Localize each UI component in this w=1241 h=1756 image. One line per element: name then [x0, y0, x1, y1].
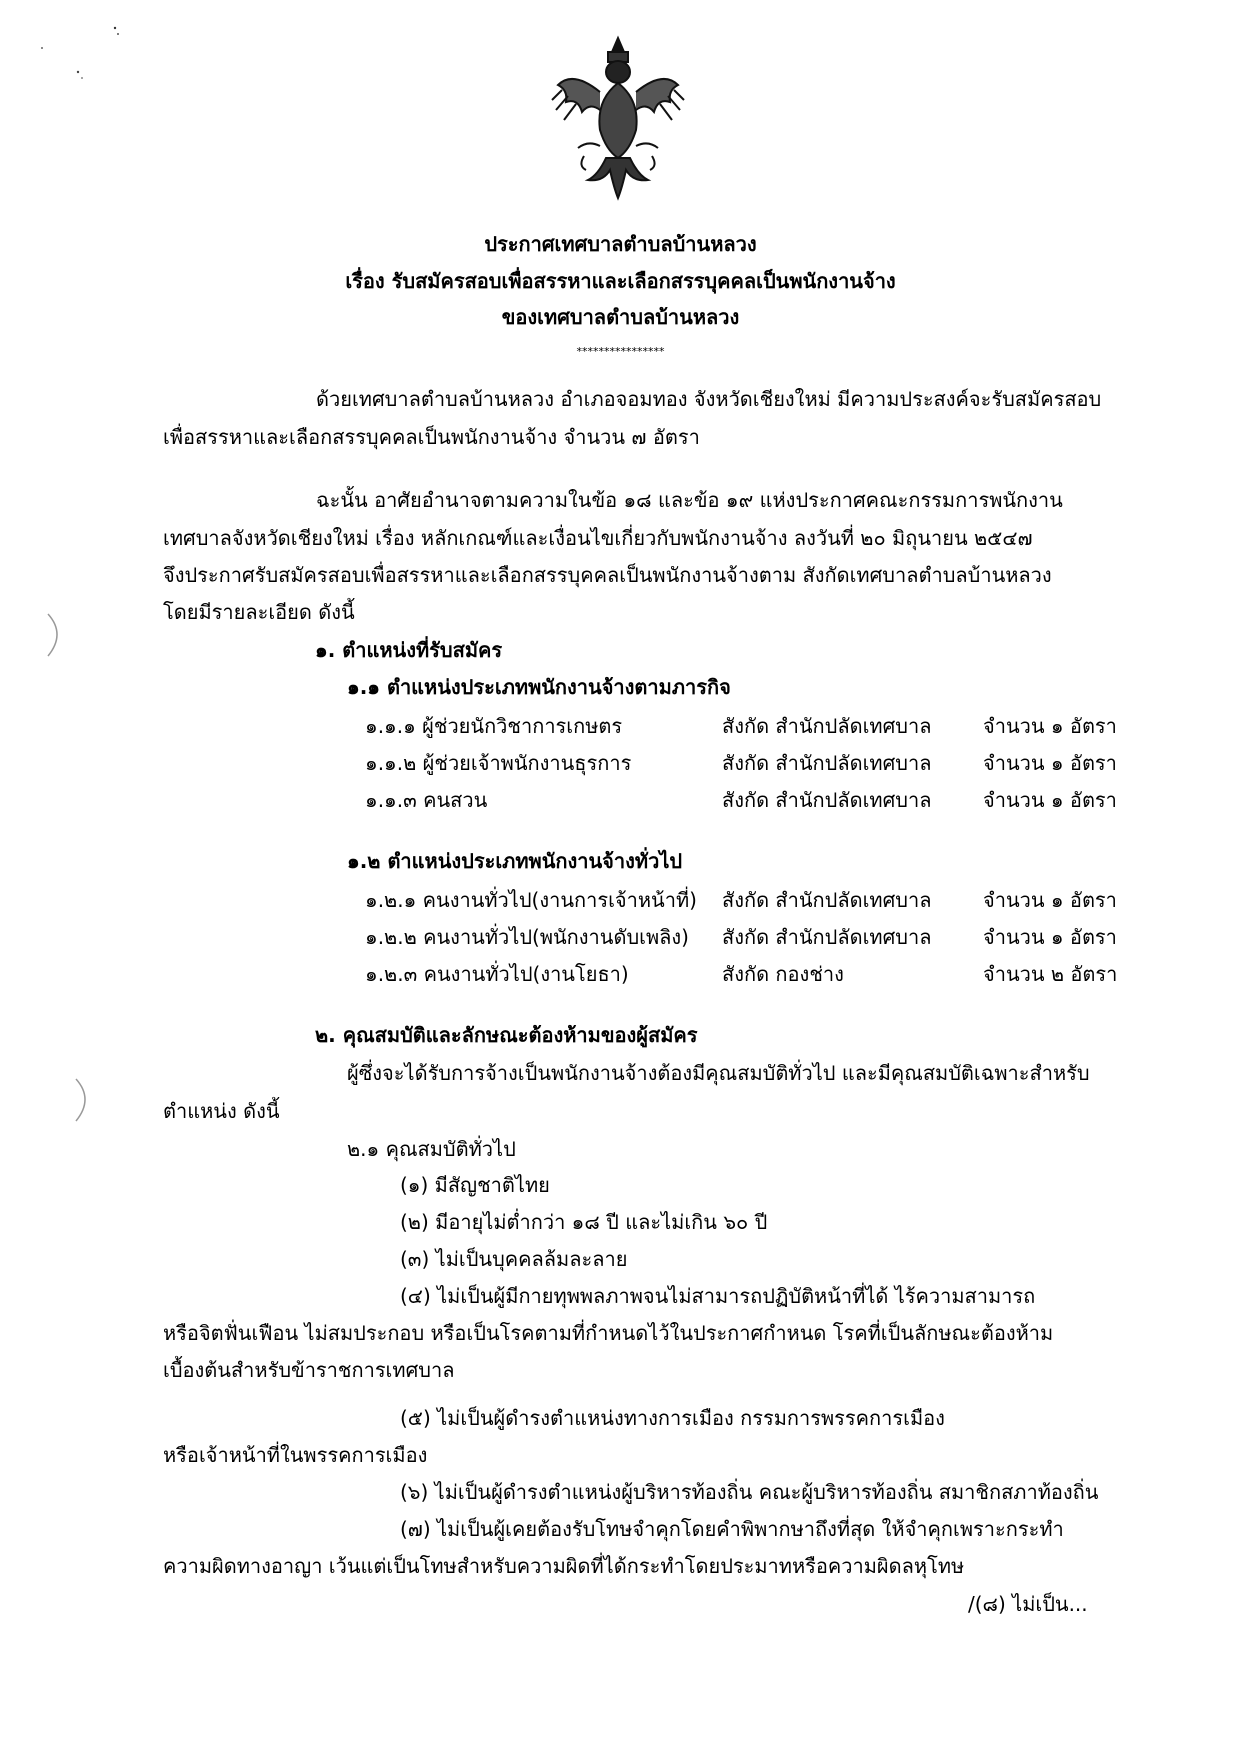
garuda-emblem-icon: [548, 30, 688, 205]
position-department: สังกัด สำนักปลัดเทศบาล: [722, 888, 932, 912]
position-department: สังกัด สำนักปลัดเทศบาล: [722, 925, 932, 949]
section-1-heading: ๑. ตำแหน่งที่รับสมัคร: [315, 638, 503, 662]
authority-line-4: โดยมีรายละเอียด ดังนี้: [163, 600, 355, 624]
qualification-item: (๕) ไม่เป็นผู้ดำรงตำแหน่งทางการเมือง กรรมการพรรคการเมือง: [400, 1406, 945, 1430]
header-divider-stars: ****************: [576, 345, 665, 358]
hole-punch-mark: [40, 610, 70, 660]
authority-line-2: เทศบาลจังหวัดเชียงใหม่ เรื่อง หลักเกณฑ์และเงื่อนไขเกี่ยวกับพนักงานจ้าง ลงวันที่ ๒๐ มิถุนายน ๒๕๔๗: [163, 526, 1033, 550]
position-count: จำนวน ๑ อัตรา: [983, 788, 1117, 812]
position-count: จำนวน ๑ อัตรา: [983, 925, 1117, 949]
position-count: จำนวน ๑ อัตรา: [983, 888, 1117, 912]
section-2-paragraph-cont: ตำแหน่ง ดังนี้: [163, 1099, 280, 1123]
position-department: สังกัด สำนักปลัดเทศบาล: [722, 788, 932, 812]
scan-specks: [30, 20, 120, 90]
section-1-2-heading: ๑.๒ ตำแหน่งประเภทพนักงานจ้างทั่วไป: [347, 849, 683, 873]
position-department: สังกัด สำนักปลัดเทศบาล: [722, 751, 932, 775]
position-count: จำนวน ๑ อัตรา: [983, 714, 1117, 738]
qualification-item: (๒) มีอายุไม่ต่ำกว่า ๑๘ ปี และไม่เกิน ๖๐ ปี: [400, 1210, 768, 1234]
position-name: ๑.๒.๑ คนงานทั่วไป(งานการเจ้าหน้าที่): [365, 888, 697, 912]
section-2-heading: ๒. คุณสมบัติและลักษณะต้องห้ามของผู้สมัคร: [315, 1023, 698, 1047]
qualification-item-cont: หรือจิตฟั่นเฟือน ไม่สมประกอบ หรือเป็นโรคตามที่กำหนดไว้ในประกาศกำหนด โรคที่เป็นลักษณะต้องห้าม: [163, 1321, 1054, 1345]
qualification-item-cont: เบื้องต้นสำหรับข้าราชการเทศบาล: [163, 1358, 455, 1382]
qualification-item-cont: หรือเจ้าหน้าที่ในพรรคการเมือง: [163, 1443, 428, 1467]
qualification-item: (๗) ไม่เป็นผู้เคยต้องรับโทษจำคุกโดยคำพิพากษาถึงที่สุด ให้จำคุกเพราะกระทำ: [400, 1517, 1064, 1541]
position-department: สังกัด สำนักปลัดเทศบาล: [722, 714, 932, 738]
authority-line-1: ฉะนั้น อาศัยอำนาจตามความในข้อ ๑๘ และข้อ ๑๙ แห่งประกาศคณะกรรมการพนักงาน: [316, 488, 1063, 512]
position-name: ๑.๑.๑ ผู้ช่วยนักวิชาการเกษตร: [365, 714, 623, 738]
document-subject-continued: ของเทศบาลตำบลบ้านหลวง: [501, 305, 740, 329]
intro-line-1: ด้วยเทศบาลตำบลบ้านหลวง อำเภอจอมทอง จังหวัดเชียงใหม่ มีความประสงค์จะรับสมัครสอบ: [316, 387, 1102, 411]
position-count: จำนวน ๒ อัตรา: [983, 962, 1118, 986]
hole-punch-mark: [68, 1075, 98, 1125]
section-1-1-heading: ๑.๑ ตำแหน่งประเภทพนักงานจ้างตามภารกิจ: [347, 675, 731, 699]
authority-line-3: จึงประกาศรับสมัครสอบเพื่อสรรหาและเลือกสรรบุคคลเป็นพนักงานจ้างตาม สังกัดเทศบาลตำบลบ้านหลวง: [163, 563, 1052, 587]
section-2-paragraph: ผู้ซึ่งจะได้รับการจ้างเป็นพนักงานจ้างต้องมีคุณสมบัติทั่วไป และมีคุณสมบัติเฉพาะสำหรับ: [347, 1061, 1090, 1085]
qualification-item: (๖) ไม่เป็นผู้ดำรงตำแหน่งผู้บริหารท้องถิ่น คณะผู้บริหารท้องถิ่น สมาชิกสภาท้องถิ่น: [400, 1480, 1099, 1504]
qualification-item: (๓) ไม่เป็นบุคคลล้มละลาย: [400, 1247, 628, 1271]
position-name: ๑.๒.๓ คนงานทั่วไป(งานโยธา): [365, 962, 629, 986]
intro-line-2: เพื่อสรรหาและเลือกสรรบุคคลเป็นพนักงานจ้าง จำนวน ๗ อัตรา: [163, 425, 700, 449]
position-count: จำนวน ๑ อัตรา: [983, 751, 1117, 775]
document-subject: เรื่อง รับสมัครสอบเพื่อสรรหาและเลือกสรรบุคคลเป็นพนักงานจ้าง: [345, 269, 896, 293]
qualification-item: (๔) ไม่เป็นผู้มีกายทุพพลภาพจนไม่สามารถปฏิบัติหน้าที่ได้ ไร้ความสามารถ: [400, 1284, 1036, 1308]
position-name: ๑.๒.๒ คนงานทั่วไป(พนักงานดับเพลิง): [365, 925, 689, 949]
document-title: ประกาศเทศบาลตำบลบ้านหลวง: [484, 232, 757, 256]
qualification-item: (๑) มีสัญชาติไทย: [400, 1173, 550, 1197]
position-department: สังกัด กองช่าง: [722, 962, 844, 986]
qualification-item-cont: ความผิดทางอาญา เว้นแต่เป็นโทษสำหรับความผิดที่ได้กระทำโดยประมาทหรือความผิดลหุโทษ: [163, 1554, 965, 1578]
continued-marker: /(๘) ไม่เป็น...: [968, 1592, 1088, 1616]
position-name: ๑.๑.๒ ผู้ช่วยเจ้าพนักงานธุรการ: [365, 751, 632, 775]
section-2-1-heading: ๒.๑ คุณสมบัติทั่วไป: [347, 1137, 516, 1161]
position-name: ๑.๑.๓ คนสวน: [365, 788, 488, 812]
